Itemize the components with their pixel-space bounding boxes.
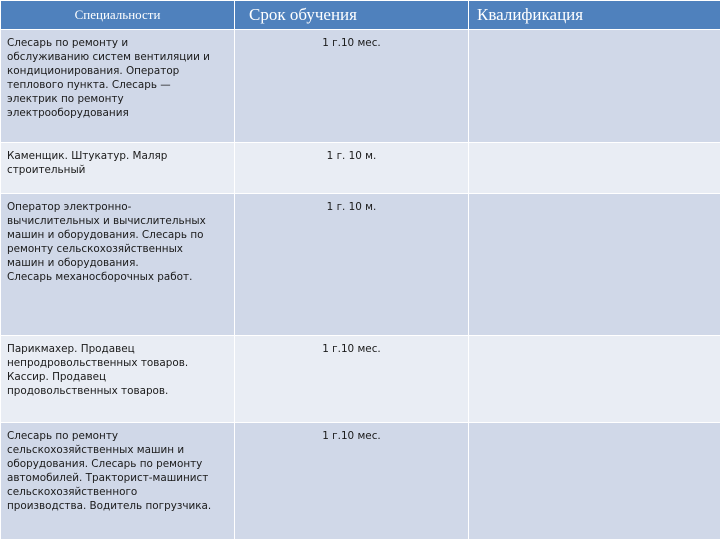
table-row	[1, 423, 720, 540]
term-cell: 1 г. 10 м.	[235, 194, 469, 336]
term-cell: 1 г.10 мес.	[235, 30, 469, 143]
header-qualification: Квалификация	[469, 1, 720, 30]
table-row	[1, 143, 720, 194]
term-cell: 1 г. 10 м.	[235, 143, 469, 194]
table-header-row	[1, 1, 720, 30]
qualification-cell	[469, 30, 720, 143]
specialty-cell: Парикмахер. Продавец непродровольственных товаров. Кассир. Продавец продовольственных товаров.	[1, 336, 235, 423]
table-row	[1, 30, 720, 143]
specialty-cell: Слесарь по ремонту и обслуживанию систем вентиляции и кондиционирования. Оператор теплового пункта. Слесарь — электрик по ремонту электрооборудования	[1, 30, 235, 143]
qualification-cell	[469, 423, 720, 540]
qualification-cell	[469, 336, 720, 423]
term-cell: 1 г.10 мес.	[235, 336, 469, 423]
header-term: Срок обучения	[235, 1, 469, 30]
header-specialty: Специальности	[1, 1, 235, 30]
qualification-cell	[469, 143, 720, 194]
table-row	[1, 194, 720, 336]
specialty-cell: Слесарь по ремонту сельскохозяйственных машин и оборудования. Слесарь по ремонту автомобилей. Тракторист-машинист сельскохозяйственного производства. Водитель погрузчика.	[1, 423, 235, 540]
term-cell: 1 г.10 мес.	[235, 423, 469, 540]
table-row	[1, 336, 720, 423]
specialty-cell: Каменщик. Штукатур. Маляр строительный	[1, 143, 235, 194]
qualification-cell	[469, 194, 720, 336]
specialty-cell: Оператор электронно- вычислительных и вычислительных машин и оборудования. Слесарь по ремонту сельскохозяйственных машин и оборудования. Слесарь механосборочных работ.	[1, 194, 235, 336]
